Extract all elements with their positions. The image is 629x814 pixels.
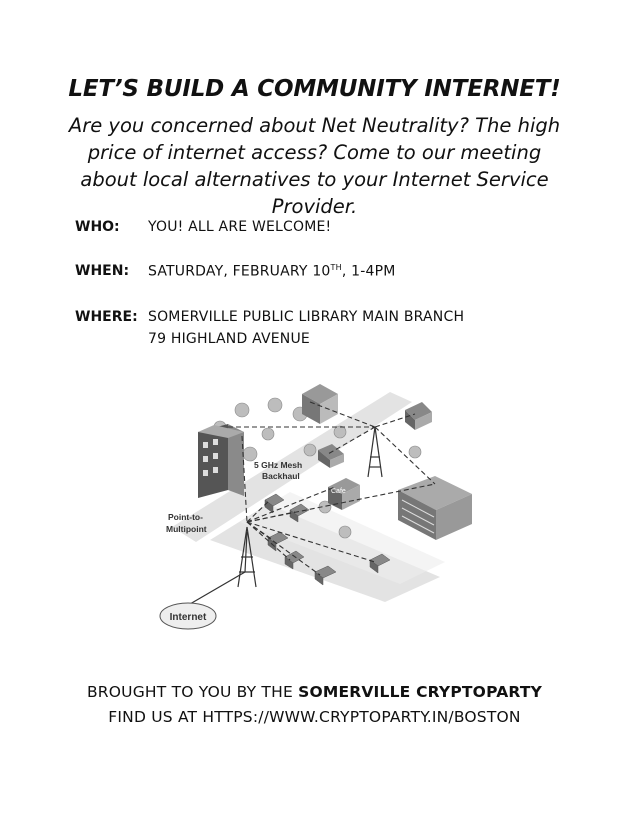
internet-label: Internet bbox=[169, 612, 207, 623]
where-line-2: 79 HIGHLAND AVENUE bbox=[148, 331, 310, 347]
where-label: WHERE: bbox=[75, 309, 138, 325]
office-building bbox=[398, 476, 472, 540]
ptmp-label-2: Multipoint bbox=[166, 524, 207, 534]
intro-text: Are you concerned about Net Neutrality? The high price of internet access? Come to our meeting about local alternatives to your Internet Service Provider. bbox=[68, 114, 561, 218]
when-label: WHEN: bbox=[75, 263, 130, 279]
when-time: , 1-4PM bbox=[341, 263, 396, 280]
ptmp-label-1: Point-to- bbox=[168, 512, 203, 522]
radio-tower-right bbox=[368, 427, 382, 477]
when-value bbox=[148, 263, 396, 280]
mesh-label-2: Backhaul bbox=[262, 471, 300, 481]
apartment-tower bbox=[198, 424, 244, 498]
internet-cloud bbox=[160, 603, 216, 629]
mesh-network-illustration bbox=[150, 372, 480, 640]
who-value: YOU! ALL ARE WELCOME! bbox=[148, 219, 332, 235]
house-top bbox=[302, 384, 338, 424]
footer-line-2: FIND US AT HTTPS://WWW.CRYPTOPARTY.IN/BOSTON bbox=[108, 708, 521, 726]
where-line-1: SOMERVILLE PUBLIC LIBRARY MAIN BRANCH bbox=[148, 309, 465, 325]
footer-line-1 bbox=[0, 683, 629, 701]
when-date: SATURDAY, FEBRUARY 10 bbox=[148, 263, 331, 280]
footer-organizer: SOMERVILLE CRYPTOPARTY bbox=[298, 683, 543, 701]
mesh-label-1: 5 GHz Mesh bbox=[254, 460, 303, 470]
headline: LET’S BUILD A COMMUNITY INTERNET! bbox=[68, 76, 561, 102]
footer-prefix: BROUGHT TO YOU BY THE bbox=[86, 683, 299, 701]
cafe-building bbox=[328, 478, 360, 510]
cafe-label: Cafe bbox=[331, 488, 346, 495]
who-label: WHO: bbox=[75, 219, 120, 235]
when-ordinal: TH bbox=[330, 263, 342, 272]
